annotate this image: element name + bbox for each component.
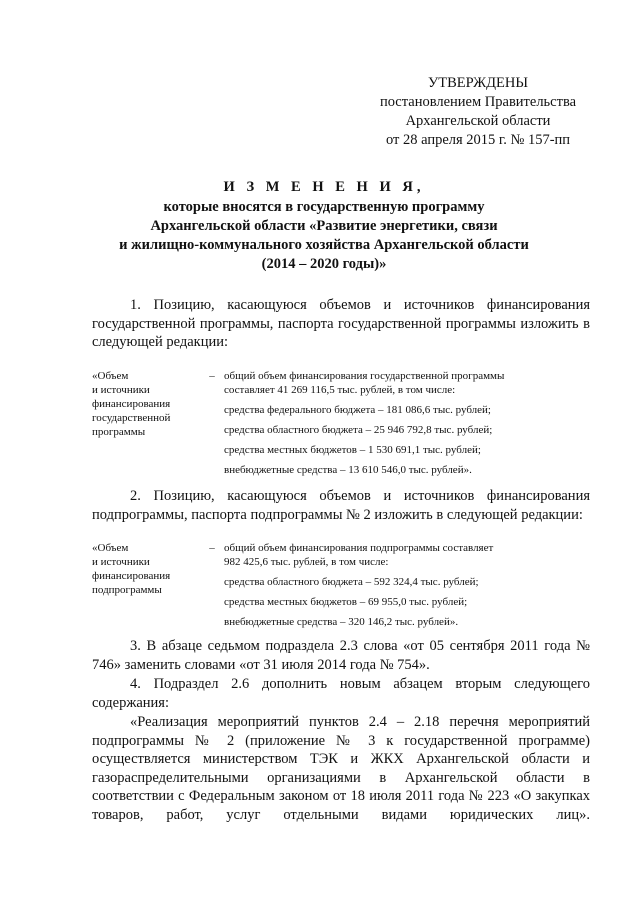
approval-stamp xyxy=(360,74,596,150)
financing-values xyxy=(224,541,602,635)
heading-line: и жилищно-коммунального хозяйства Архангельской области xyxy=(119,237,529,253)
document-heading xyxy=(60,178,588,274)
value-line: 982 425,6 тыс. рублей, в том числе: xyxy=(224,556,389,568)
value-line: средства федерального бюджета – 181 086,6 тыс. рублей; xyxy=(224,404,491,416)
value-line: внебюджетные средства – 320 146,2 тыс. рублей». xyxy=(224,616,459,628)
value-line: средства областного бюджета – 25 946 792,8 тыс. рублей; xyxy=(224,424,493,436)
value-line: общий объем финансирования государственной программы xyxy=(224,370,505,382)
financing-label: «Объем и источники финансирования подпрограммы xyxy=(92,542,171,596)
financing-dash: – xyxy=(209,542,215,554)
heading-line: (2014 – 2020 годы)» xyxy=(261,256,387,272)
heading-line: которые вносятся в государственную программу xyxy=(163,199,485,215)
item-1-paragraph: 1. Позицию, касающуюся объемов и источников финансирования государственной программы, паспорта государственной программы изложить в следующей редакции: xyxy=(92,297,590,350)
financing-block-program xyxy=(92,369,602,476)
item-3-paragraph: 3. В абзаце седьмом подраздела 2.3 слова «от 05 сентября 2011 года № 746» заменить словами «от 31 июля 2014 года № 754». xyxy=(92,638,590,673)
item-2-paragraph: 2. Позицию, касающуюся объемов и источников финансирования подпрограммы, паспорта подпрограммы № 2 изложить в следующей редакции: xyxy=(92,488,590,523)
financing-label: «Объем и источники финансирования государственной программы xyxy=(92,370,171,438)
item-4-paragraph: 4. Подраздел 2.6 дополнить новым абзацем вторым следующего содержания: xyxy=(92,676,590,711)
value-line: средства областного бюджета – 592 324,4 тыс. рублей; xyxy=(224,576,479,588)
financing-values xyxy=(224,369,602,483)
value-line: средства местных бюджетов – 69 955,0 тыс. рублей; xyxy=(224,596,468,608)
value-line: средства местных бюджетов – 1 530 691,1 тыс. рублей; xyxy=(224,444,481,456)
approval-region: Архангельской области xyxy=(405,113,551,129)
value-line: общий объем финансирования подпрограммы составляет xyxy=(224,542,494,554)
heading-title: И З М Е Н Е Н И Я, xyxy=(223,179,425,195)
approval-title: УТВЕРЖДЕНЫ xyxy=(427,75,529,91)
approval-resolution: постановлением Правительства xyxy=(379,94,577,110)
financing-block-subprogram xyxy=(92,541,602,628)
financing-dash: – xyxy=(209,370,215,382)
quote-paragraph: «Реализация мероприятий пунктов 2.4 – 2.18 перечня мероприятий подпрограммы № 2 (приложение № 3 к государственной программе) осуществляется министерством ТЭК и ЖКХ Архангельской области и газораспределительными организациями в Архангельской области в соответствии с Федеральным законом от 18 июля 2011 года № 223 «О закупках товаров, работ, услуг отдельными видами юридических лиц». xyxy=(92,714,590,823)
value-line: составляет 41 269 116,5 тыс. рублей, в том числе: xyxy=(224,384,456,396)
heading-line: Архангельской области «Развитие энергетики, связи xyxy=(150,218,498,234)
approval-date: от 28 апреля 2015 г. № 157-пп xyxy=(385,132,571,148)
value-line: внебюджетные средства – 13 610 546,0 тыс. рублей». xyxy=(224,464,472,476)
